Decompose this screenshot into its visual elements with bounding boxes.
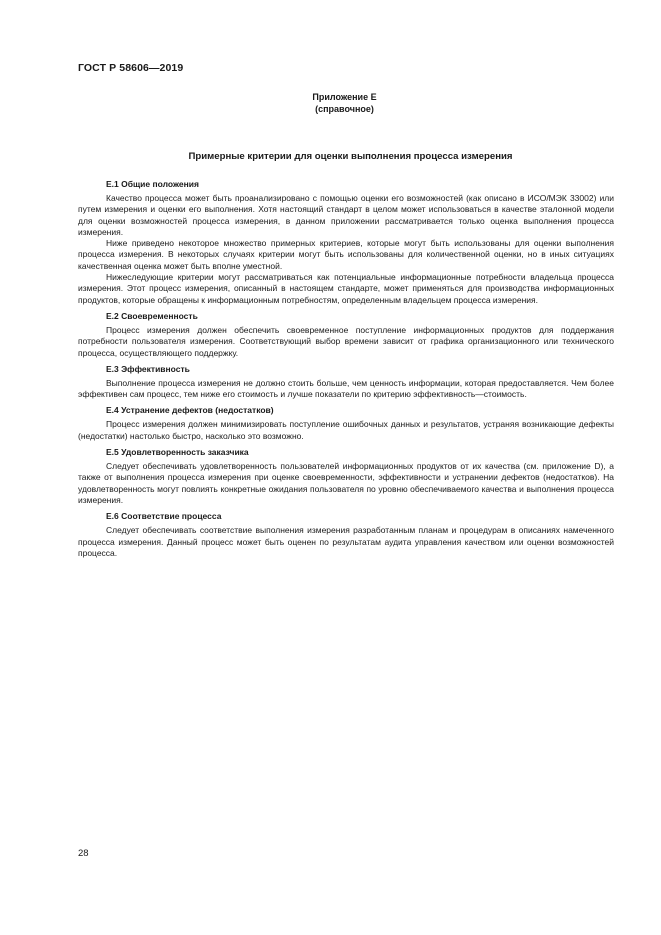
section-heading: Е.3 Эффективность <box>106 363 190 374</box>
paragraph: Следует обеспечивать удовлетворенность пользователей информационных продуктов от их качества (см. приложение D), а также от выполнения процесса измерения при оценке своевременности, эффективности и устранении дефектов (недостатков). На удовлетворенность могут повлиять конкретные ожидания пользователя по уровню обеспечиваемого качества и выполнения процесса измерения. <box>78 461 614 505</box>
paragraph: Процесс измерения должен минимизировать поступление ошибочных данных и результатов, устраняя возникающие дефекты (недостатки) настолько быстро, насколько это возможно. <box>78 419 614 441</box>
appendix-note: (справочное) <box>315 104 374 114</box>
section-customer-satisfaction <box>78 447 614 506</box>
section-defect-removal <box>78 405 614 442</box>
section-efficiency <box>78 364 614 401</box>
paragraph: Выполнение процесса измерения не должно стоить больше, чем ценность информации, которая предоставляется. Чем более эффективен сам процесс, тем ниже его стоимость и лучше показатели по критерию эффективность—стоимость. <box>78 377 614 400</box>
appendix-title: Приложение Е <box>312 92 377 102</box>
page-number: 28 <box>78 848 89 859</box>
section-timeliness <box>78 311 614 359</box>
section-general <box>78 179 614 306</box>
appendix-heading <box>0 91 661 115</box>
paragraph: Качество процесса может быть проанализировано с помощью оценки его возможностей (как описано в ИСО/МЭК 33002) или путем измерения и оценки его выполнения. Хотя настоящий стандарт в целом может использоваться в качестве эталонной модели для оценки возможностей процесса измерения, в данном приложении рассматривается только оценка выполнения процесса измерения. <box>78 193 614 237</box>
paragraph: Ниже приведено некоторое множество примерных критериев, которые могут быть использованы для оценки выполнения процесса измерения. В некоторых случаях критерии могут быть использованы для количественной оценки, но в иных ситуациях качественная оценка может быть вполне уместной. <box>78 238 614 271</box>
section-heading: Е.2 Своевременность <box>106 310 198 321</box>
section-process-conformance <box>78 511 614 559</box>
paragraph: Следует обеспечивать соответствие выполнения измерения разработанным планам и процедурам в описаниях намеченного процесса измерения. Данный процесс может быть оценен по результатам аудита управления качеством или оценки возможностей процесса. <box>78 525 614 558</box>
paragraph: Нижеследующие критерии могут рассматриваться как потенциальные информационные потребности владельца процесса измерения. Этот процесс измерения, описанный в настоящем стандарте, может применяться для производства информационных продуктов, которые обращены к информационным потребностям, определенным владельцем процесса измерения. <box>78 272 614 305</box>
document-body <box>78 179 614 559</box>
document-code: ГОСТ Р 58606—2019 <box>78 62 184 74</box>
paragraph: Процесс измерения должен обеспечить своевременное поступление информационных продуктов для поддержания потребности пользователя измерения. Соответствующий выбор времени зависит от графика организационного или технического процесса, осуществляющего поддержку. <box>78 324 614 358</box>
section-heading: Е.6 Соответствие процесса <box>106 511 222 522</box>
section-heading: Е.1 Общие положения <box>106 179 199 189</box>
section-heading: Е.4 Устранение дефектов (недостатков) <box>106 405 274 416</box>
section-heading: Е.5 Удовлетворенность заказчика <box>106 447 249 458</box>
appendix-main-title: Примерные критерии для оценки выполнения процесса измерения <box>188 151 513 162</box>
